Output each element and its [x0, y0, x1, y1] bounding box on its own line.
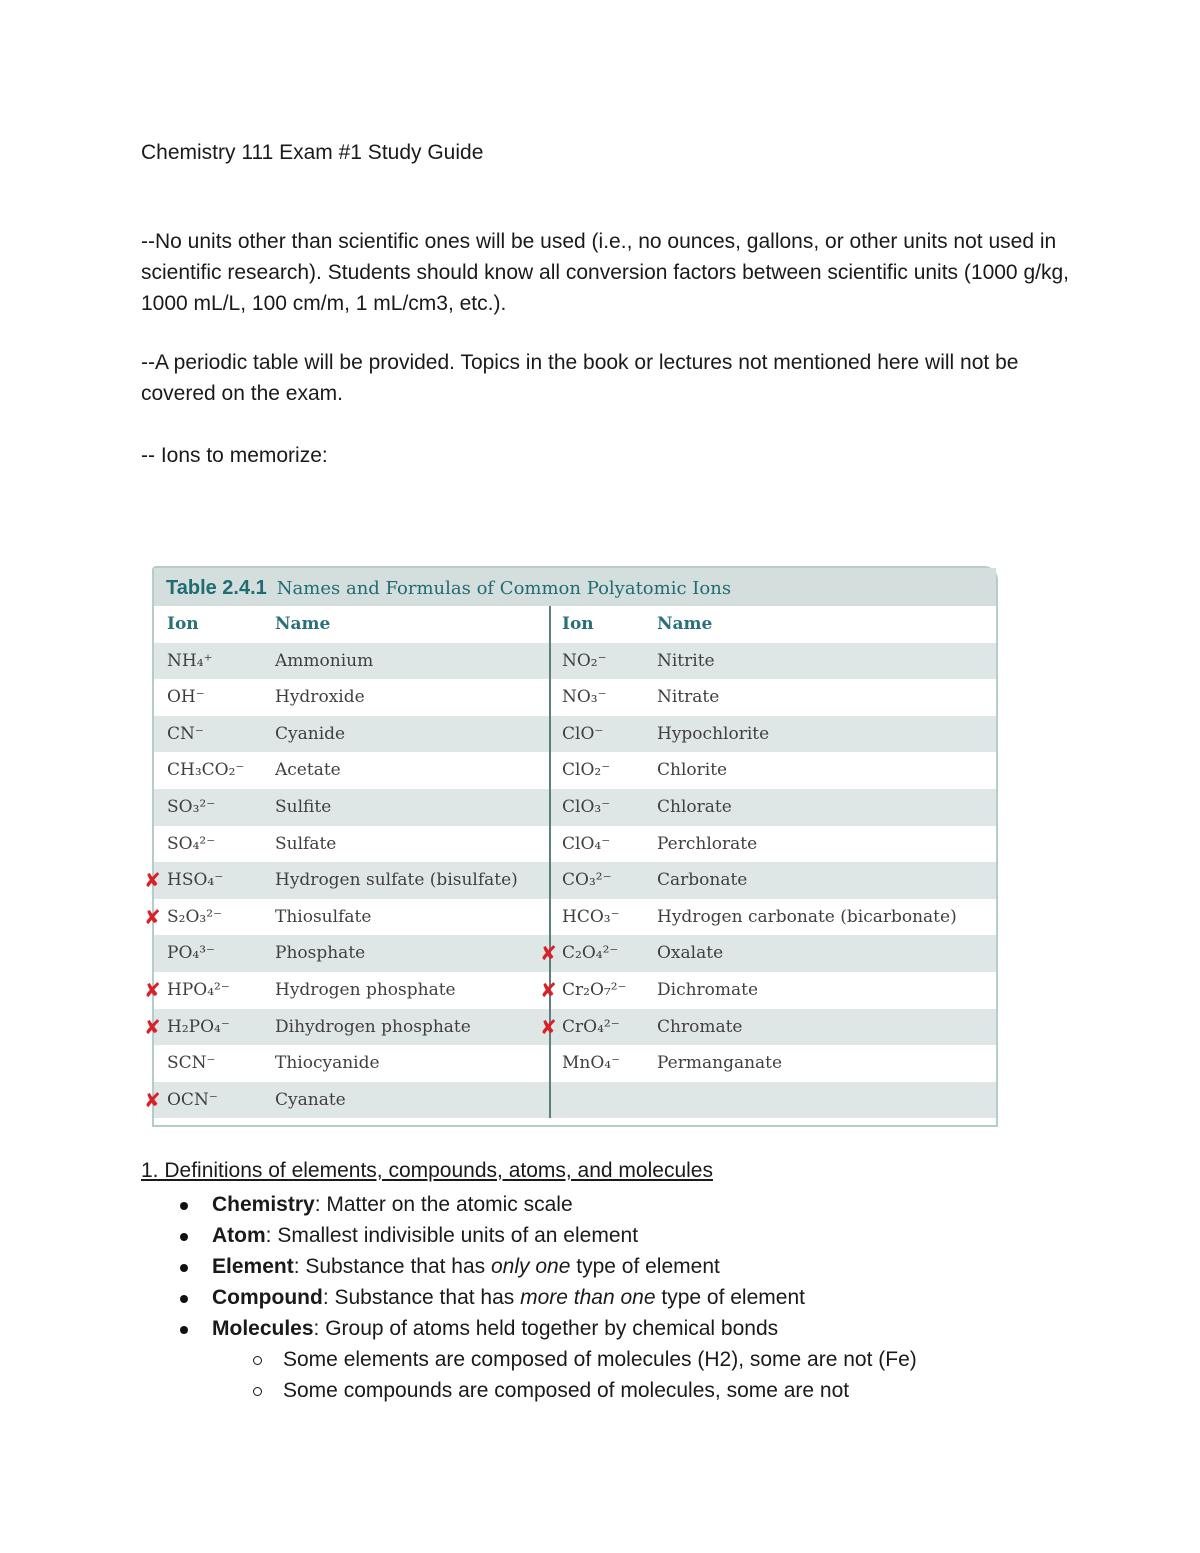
ion-name	[263, 1082, 551, 1119]
table-caption	[154, 568, 996, 606]
ion-name	[263, 1009, 551, 1046]
red-x-mark-icon: ✘	[540, 941, 557, 966]
ion-name-text: Thiocyanide	[275, 1053, 380, 1074]
ion-formula-text: MnO₄⁻	[562, 1053, 621, 1074]
ion-name	[648, 972, 996, 1009]
red-x-mark-icon: ✘	[144, 868, 161, 893]
ion-formula-text: ClO₄⁻	[562, 833, 611, 854]
bullet-icon	[180, 1264, 188, 1272]
definition-text	[212, 1282, 805, 1313]
ion-formula-text: Cr₂O₇²⁻	[562, 979, 627, 1000]
ion-name-text: Chlorite	[657, 760, 728, 781]
ion-name-text: Thiosulfate	[275, 906, 372, 927]
ion-name	[263, 716, 551, 753]
ion-formula	[154, 1045, 263, 1082]
table-header-row	[154, 606, 996, 643]
ion-formula	[154, 826, 263, 863]
ion-formula-text: CrO₄²⁻	[562, 1016, 620, 1037]
bullet-icon	[180, 1233, 188, 1241]
ion-name-text: Hypochlorite	[657, 723, 770, 744]
definition-term: Element	[212, 1255, 294, 1278]
ion-formula-text: HCO₃⁻	[562, 906, 620, 927]
ion-name	[263, 752, 551, 789]
ion-name-text: Acetate	[275, 760, 341, 781]
ion-name-text: Hydrogen sulfate (bisulfate)	[275, 870, 518, 891]
ion-name	[263, 826, 551, 863]
ion-name-text: Sulfate	[275, 833, 337, 854]
ion-name	[648, 1009, 996, 1046]
ion-formula-text: ClO₂⁻	[562, 760, 611, 781]
emphasis-text: more than one	[520, 1286, 656, 1309]
table-title: Names and Formulas of Common Polyatomic Ions	[276, 578, 732, 599]
units-paragraph: --No units other than scientific ones will be used (i.e., no ounces, gallons, or other units not used in scientific research). Students should know all conversion factors between scientific units (1000 g/kg, 1000 mL/L, 100 cm/m, 1 mL/cm3, etc.).	[141, 230, 1069, 315]
ion-formula	[154, 752, 263, 789]
ions-intro: -- Ions to memorize:	[141, 444, 328, 467]
ion-name-text: Hydroxide	[275, 687, 365, 708]
ion-formula	[551, 899, 648, 936]
ion-formula	[144, 862, 263, 899]
ion-formula-text: OCN⁻	[167, 1089, 218, 1110]
bullet-icon	[180, 1295, 188, 1303]
ion-name	[648, 752, 996, 789]
ion-formula	[144, 1082, 263, 1119]
definition-term: Compound	[212, 1286, 323, 1309]
ion-formula	[551, 716, 648, 753]
ion-name	[263, 1045, 551, 1082]
ion-name-text: Hydrogen carbonate (bicarbonate)	[657, 906, 957, 927]
ion-name-text: Chromate	[657, 1016, 743, 1037]
table-row	[154, 716, 996, 753]
polyatomic-ions-table	[144, 566, 998, 1127]
ion-formula	[551, 789, 648, 826]
definition-body: type of element	[570, 1255, 720, 1278]
ion-name	[648, 716, 996, 753]
ion-formula-text: OH⁻	[167, 687, 205, 708]
definition-body: : Group of atoms held together by chemical bonds	[313, 1317, 779, 1340]
ion-name	[648, 679, 996, 716]
column-header-name-2: Name	[657, 614, 713, 634]
hollow-bullet-icon	[253, 1387, 262, 1396]
table-row	[154, 1045, 996, 1082]
ion-name-text: Hydrogen phosphate	[275, 979, 456, 1000]
bullet-icon	[180, 1326, 188, 1334]
table-row	[144, 862, 996, 899]
definition-term: Chemistry	[212, 1193, 315, 1216]
ion-formula-text: NO₃⁻	[562, 687, 607, 708]
definition-term: Atom	[212, 1224, 266, 1247]
ion-formula-text: SCN⁻	[167, 1053, 216, 1074]
ion-name-text: Perchlorate	[657, 833, 758, 854]
definition-body: : Matter on the atomic scale	[314, 1193, 573, 1216]
table-row	[144, 899, 996, 936]
ion-name	[263, 679, 551, 716]
table-row	[154, 752, 996, 789]
ion-formula-text: C₂O₄²⁻	[562, 943, 619, 964]
ion-name-text: Sulfite	[275, 796, 332, 817]
table-body	[144, 643, 996, 1119]
hollow-bullet-icon	[253, 1356, 262, 1365]
definition-body: : Substance that has	[293, 1255, 491, 1278]
ion-name	[648, 1045, 996, 1082]
ion-name-text: Permanganate	[657, 1053, 783, 1074]
column-header-name-1: Name	[263, 606, 551, 643]
ion-name-text: Cyanate	[275, 1089, 346, 1110]
ion-name	[648, 643, 996, 680]
sub-item-text: Some elements are composed of molecules (H2), some are not (Fe)	[283, 1348, 917, 1371]
ion-name-text: Ammonium	[275, 650, 374, 671]
red-x-mark-icon: ✘	[144, 1014, 161, 1039]
red-x-mark-icon: ✘	[144, 977, 161, 1002]
ion-formula	[540, 972, 648, 1009]
ion-formula-text: SO₃²⁻	[167, 796, 216, 817]
ion-formula	[144, 1009, 263, 1046]
ion-name	[648, 862, 996, 899]
definition-body: : Substance that has	[322, 1286, 521, 1309]
ion-formula	[154, 643, 263, 680]
ion-formula	[154, 935, 263, 972]
ion-formula	[551, 752, 648, 789]
ion-formula	[540, 935, 648, 972]
definition-text	[212, 1313, 778, 1344]
ion-formula-text: CN⁻	[167, 723, 204, 744]
ion-name	[648, 1082, 996, 1119]
ion-name	[263, 643, 551, 680]
definition-text	[212, 1251, 720, 1282]
ion-formula-text: ClO₃⁻	[562, 796, 611, 817]
ion-formula-text: SO₄²⁻	[167, 833, 216, 854]
definition-text	[212, 1220, 638, 1251]
emphasis-text: only one	[491, 1255, 571, 1278]
ion-name-text: Phosphate	[275, 943, 366, 964]
column-header-ion-2: Ion	[562, 614, 594, 634]
definition-term: Molecules	[212, 1317, 314, 1340]
ion-formula	[551, 1082, 648, 1119]
ion-formula-text: NH₄⁺	[167, 650, 213, 671]
table-row	[144, 972, 996, 1009]
ion-name-text: Nitrate	[657, 687, 720, 708]
ion-formula	[154, 789, 263, 826]
ion-name-text: Cyanide	[275, 723, 346, 744]
ion-name	[648, 789, 996, 826]
ion-formula-text: CH₃CO₂⁻	[167, 760, 245, 781]
ion-formula-text: H₂PO₄⁻	[167, 1016, 230, 1037]
periodic-table-paragraph: --A periodic table will be provided. Topics in the book or lectures not mentioned here will not be covered on the exam.	[141, 351, 1019, 405]
ion-name-text: Dichromate	[657, 979, 759, 1000]
ion-formula	[551, 826, 648, 863]
ion-name-text: Chlorate	[657, 796, 732, 817]
ion-name-text: Nitrite	[657, 650, 715, 671]
definition-body: type of element	[655, 1286, 805, 1309]
red-x-mark-icon: ✘	[540, 1014, 557, 1039]
ion-formula-text: ClO⁻	[562, 723, 604, 744]
ion-formula-text: S₂O₃²⁻	[167, 906, 223, 927]
table-row	[154, 826, 996, 863]
ion-formula-text: PO₄³⁻	[167, 943, 215, 964]
red-x-mark-icon: ✘	[540, 977, 557, 1002]
ion-formula	[154, 716, 263, 753]
table-row	[144, 1009, 996, 1046]
ion-formula	[551, 679, 648, 716]
ion-name-text: Oxalate	[657, 943, 724, 964]
ion-formula-text: HSO₄⁻	[167, 870, 224, 891]
ion-formula	[144, 899, 263, 936]
ion-name	[263, 862, 551, 899]
ion-formula-text: CO₃²⁻	[562, 870, 612, 891]
red-x-mark-icon: ✘	[144, 1087, 161, 1112]
ion-name	[263, 935, 551, 972]
definition-text	[212, 1189, 573, 1220]
ion-name	[263, 789, 551, 826]
table-row	[154, 643, 996, 680]
ion-name	[263, 972, 551, 1009]
ion-formula-text: HPO₄²⁻	[167, 979, 230, 1000]
bullet-icon	[180, 1202, 188, 1210]
ion-formula	[551, 643, 648, 680]
sub-item-text: Some compounds are composed of molecules, some are not	[283, 1379, 850, 1402]
ion-name-text: Dihydrogen phosphate	[275, 1016, 471, 1037]
ion-name-text: Carbonate	[657, 870, 748, 891]
ion-name	[648, 826, 996, 863]
ion-name	[648, 899, 996, 936]
table-row	[154, 789, 996, 826]
ion-formula	[540, 1009, 648, 1046]
table-row	[154, 935, 996, 972]
ion-formula	[551, 862, 648, 899]
ion-name	[263, 899, 551, 936]
ion-formula	[144, 972, 263, 1009]
table-row	[154, 679, 996, 716]
table-number: Table 2.4.1	[166, 577, 267, 599]
table-row	[144, 1082, 996, 1119]
ion-formula-text: NO₂⁻	[562, 650, 607, 671]
document-title: Chemistry 111 Exam #1 Study Guide	[141, 141, 484, 164]
red-x-mark-icon: ✘	[144, 904, 161, 929]
column-header-ion-1: Ion	[167, 614, 199, 634]
definition-body: : Smallest indivisible units of an element	[265, 1224, 639, 1247]
ion-formula	[154, 679, 263, 716]
ion-name	[648, 935, 996, 972]
section-heading: 1. Definitions of elements, compounds, atoms, and molecules	[141, 1159, 713, 1182]
ion-formula	[551, 1045, 648, 1082]
